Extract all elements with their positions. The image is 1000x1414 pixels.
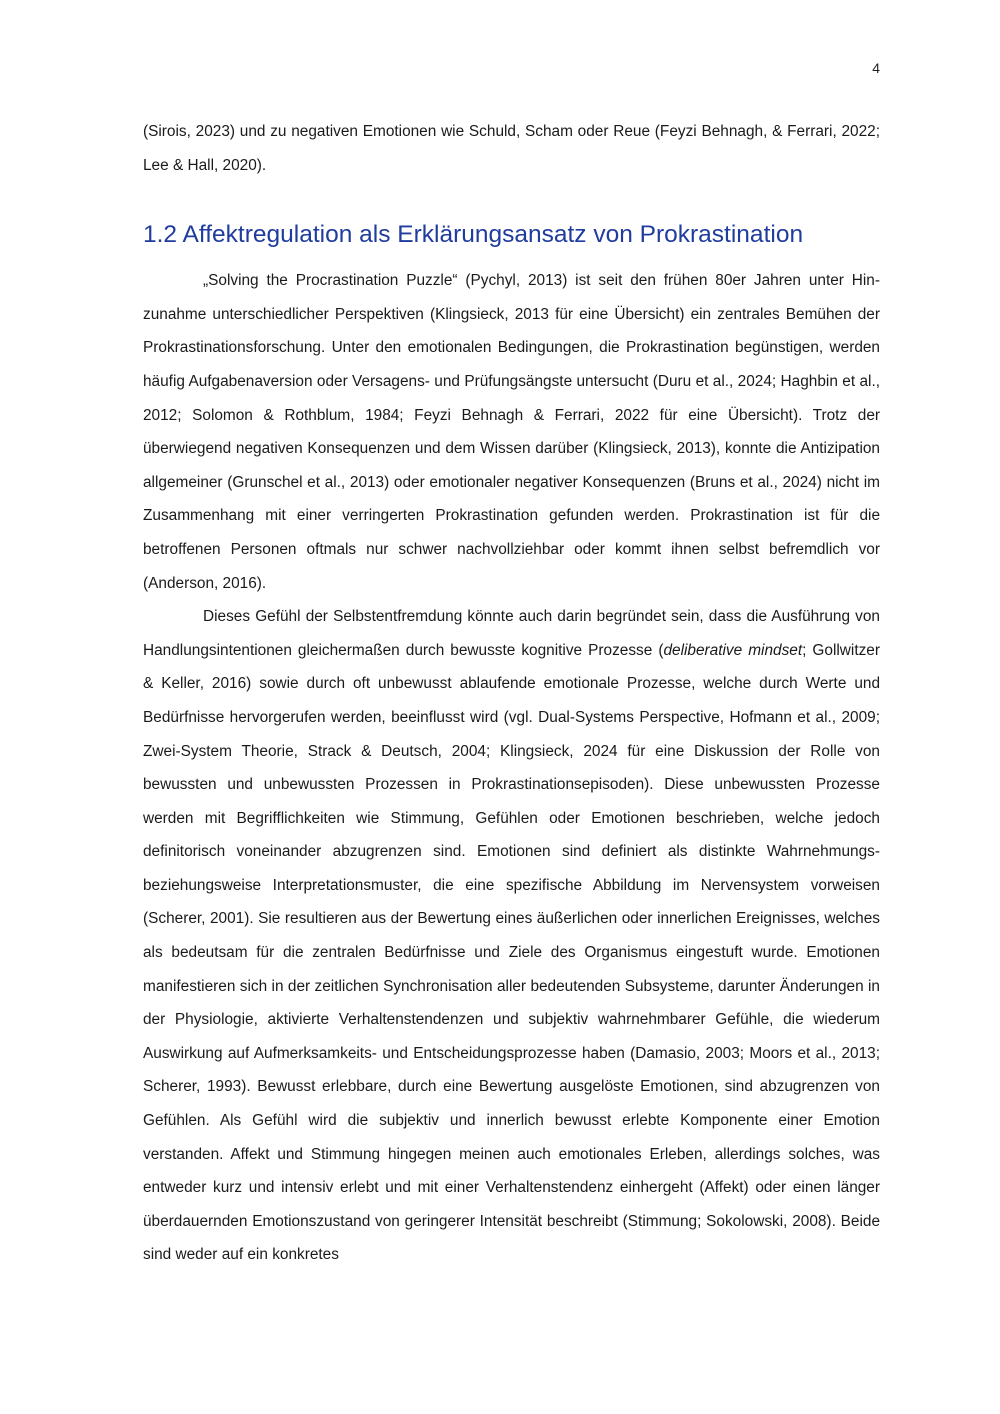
section-paragraph-2: [143, 600, 880, 1272]
section-heading: 1.2 Affektregulation als Erklärungsansatz von Prokrastination: [143, 221, 804, 249]
page-content: [143, 115, 880, 1272]
page-number: 4: [872, 60, 880, 76]
paragraph-2-italic-term: deliberative mindset: [663, 641, 803, 659]
section-paragraph-1: „Solving the Procrastination Puzzle“ (Pychyl, 2013) ist seit den frühen 80er Jahren unter Hinzunahme unterschiedlicher Perspektiven (Klingsieck, 2013 für eine Übersicht) ein zentrales Bemühen der Prokrastinationsforschung. Unter den emotionalen Bedingungen, die Prokrastination begünstigen, werden häufig Aufgabenaversion oder Versagens- und Prüfungsängste untersucht (Duru et al., 2024; Haghbin et al., 2012; Solomon & Rothblum, 1984; Feyzi Behnagh & Ferrari, 2022 für eine Übersicht). Trotz der überwiegend negativen Konsequenzen und dem Wissen darüber (Klingsieck, 2013), konnte die Antizipation allgemeiner (Grunschel et al., 2013) oder emotionaler negativer Konsequenzen (Bruns et al., 2024) nicht im Zusammenhang mit einer verringerten Prokrastination gefunden werden. Prokrastination ist für die betroffenen Personen oftmals nur schwer nachvollziehbar oder kommt ihnen selbst befremdlich vor (Anderson, 2016).: [143, 272, 880, 592]
paragraph-2-text-start: Dieses Gefühl der Selbstentfremdung könnte auch darin begründet sein, dass die Ausführung von Handlungsintentionen gleichermaßen durch bewusste kognitive Prozesse (: [143, 608, 880, 659]
intro-paragraph: (Sirois, 2023) und zu negativen Emotionen wie Schuld, Scham oder Reue (Feyzi Behnagh, & Ferrari, 2022; Lee & Hall, 2020).: [143, 123, 880, 174]
paragraph-2-text-end: ; Gollwitzer & Keller, 2016) sowie durch oft unbewusst ablaufende emotionale Prozesse, welche durch Werte und Bedürfnisse hervorgerufen werden, beeinflusst wird (vgl. Dual-Systems Perspective, Hofmann et al., 2009; Zwei-System Theorie, Strack & Deutsch, 2004; Klingsieck, 2024 für eine Diskussion der Rolle von bewussten und unbewussten Prozessen in Prokrastinationsepisoden). Diese unbewussten Prozesse werden mit Begrifflichkeiten wie Stimmung, Gefühlen oder Emotionen beschrieben, welche jedoch definitorisch voneinander abzugrenzen sind. Emotionen sind definiert als distinkte Wahrnehmungs- beziehungsweise Interpretationsmuster, die eine spezifische Abbildung im Nervensystem vorweisen (Scherer, 2001). Sie resultieren aus der Bewertung eines äußerlichen oder innerlichen Ereignisses, welches als bedeutsam für die zentralen Bedürfnisse und Ziele des Organismus eingestuft wurde. Emotionen manifestieren sich in der zeitlichen Synchronisation aller bedeutenden Subsysteme, darunter Änderungen in der Physiologie, aktivierte Verhaltenstendenzen und subjektiv wahrnehmbarer Gefühle, die wiederum Auswirkung auf Aufmerksamkeits- und Entscheidungsprozesse haben (Damasio, 2003; Moors et al., 2013; Scherer, 1993). Bewusst erlebbare, durch eine Bewertung ausgelöste Emotionen, sind abzugrenzen von Gefühlen. Als Gefühl wird die subjektiv und innerlich bewusst erlebte Komponente einer Emotion verstanden. Affekt und Stimmung hingegen meinen auch emotionales Erleben, allerdings solches, was entweder kurz und intensiv erlebt und mit einer Verhaltenstendenz einhergeht (Affekt) oder einen länger überdauernden Emotionszustand von geringerer Intensität beschreibt (Stimmung; Sokolowski, 2008). Beide sind weder auf ein konkretes: [143, 641, 880, 1264]
